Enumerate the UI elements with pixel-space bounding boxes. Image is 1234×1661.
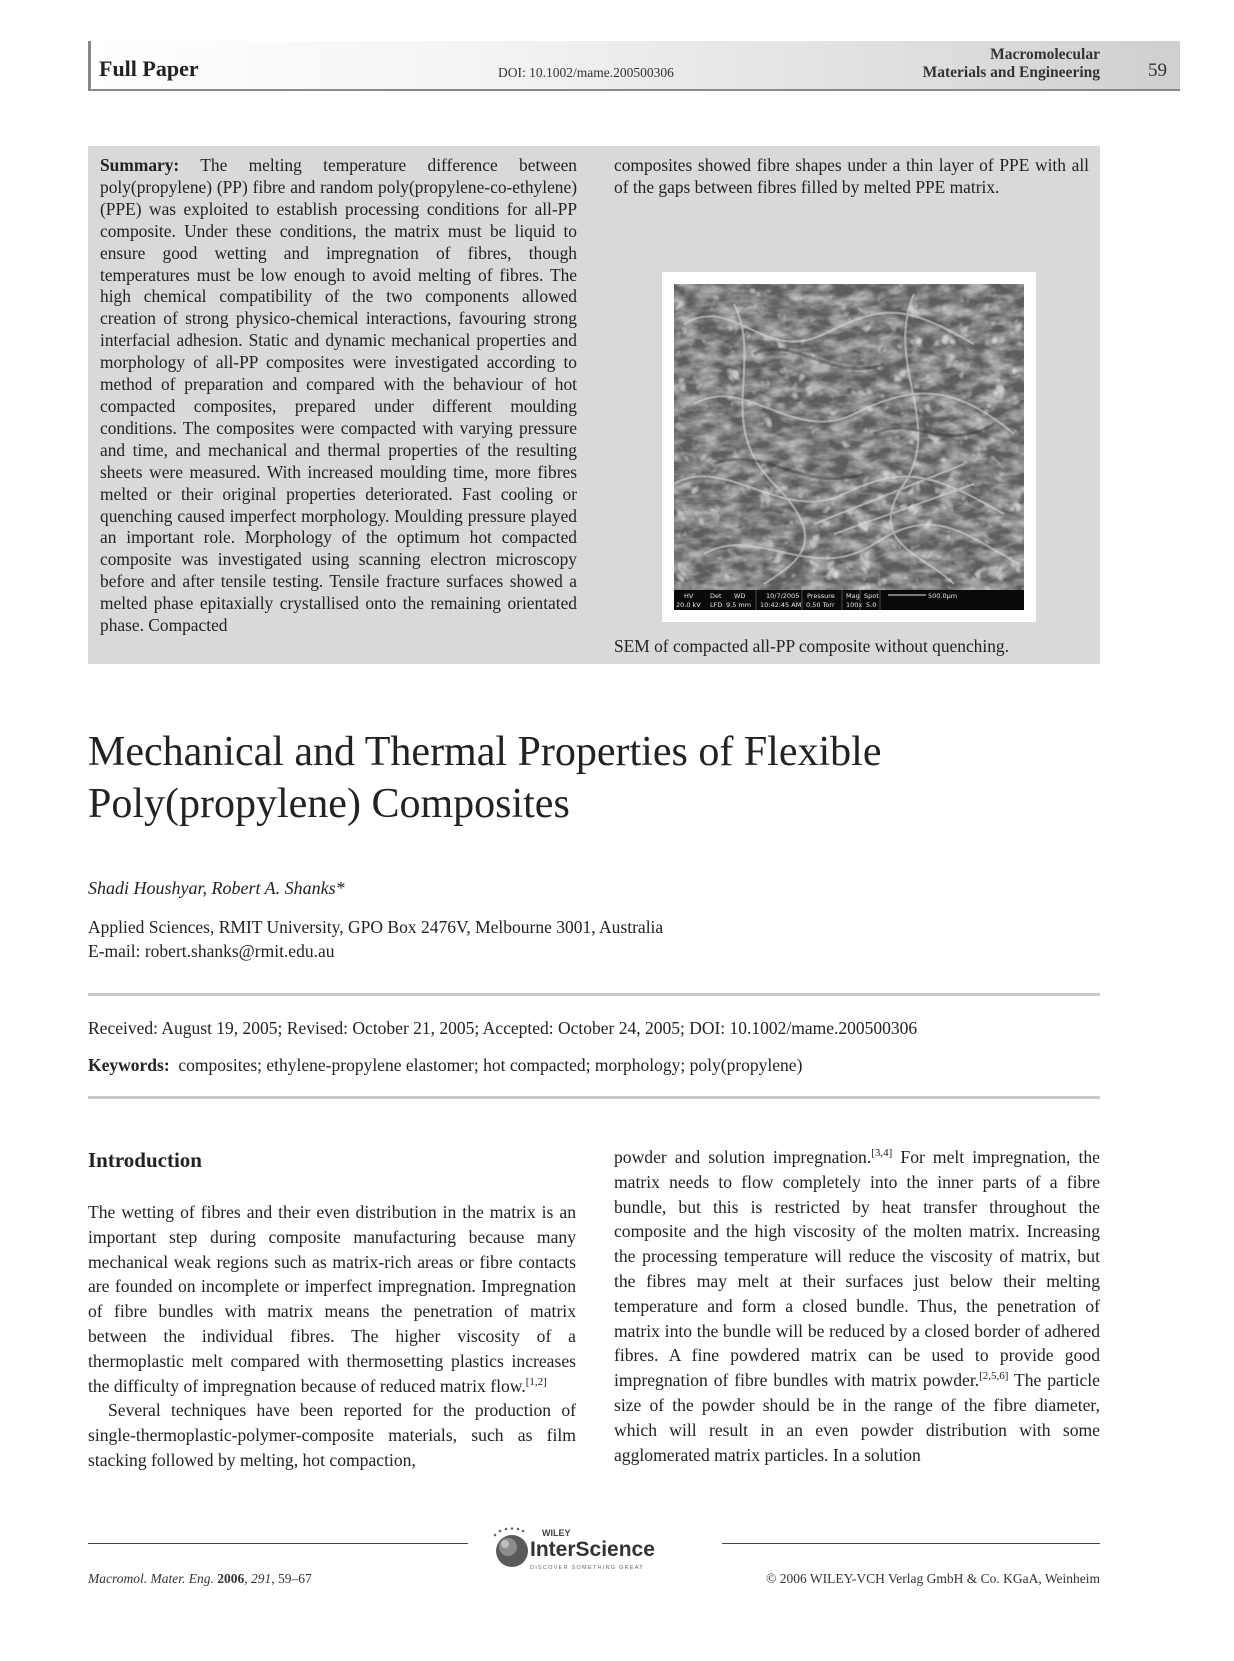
sem-databar-wd: WD (734, 592, 746, 600)
paragraph (88, 1200, 576, 1398)
keywords-label: Keywords: (88, 1055, 170, 1075)
wiley-interscience-logo (492, 1525, 702, 1573)
paragraph-text: powder and solution impregnation. (614, 1147, 872, 1167)
paragraph-text: The wetting of fibres and their even distribution in the matrix is an important step during composite manufacturing because many mechanical weak regions such as matrix-rich areas or fibre contacts are founded on incomplete or imperfect impregnation. Impregnation of fibre bundles with matrix means the penetration of matrix between the individual fibres. The higher viscosity of a thermoplastic melt compared with thermosetting plastics increases the difficulty of impregnation because of reduced matrix flow. (88, 1202, 576, 1396)
sem-scale-label: 500.0µm (928, 592, 958, 600)
sem-micrograph-image (674, 284, 1024, 610)
divider-rule-top (88, 993, 1100, 996)
logo-wiley-text: WILEY (542, 1528, 571, 1538)
keywords-line (88, 1055, 802, 1076)
footer-rule-right (722, 1543, 1100, 1544)
citation-ref: [3,4] (871, 1147, 893, 1159)
paragraph-text: The particle size of the powder should be in the range of the fibre diameter, which will result in an even powder distribution with some agglomerated matrix particles. In a solution (614, 1370, 1100, 1465)
summary-right-text: composites showed fibre shapes under a thin layer of PPE with all of the gaps between fibres filled by melted PPE matrix. (614, 155, 1089, 197)
body-column-right (614, 1145, 1100, 1467)
copyright-notice: © 2006 WILEY-VCH Verlag GmbH & Co. KGaA, Weinheim (766, 1571, 1100, 1586)
affiliation-block (88, 915, 663, 963)
sem-databar-mag: Mag (846, 592, 860, 600)
logo-tagline: DISCOVER SOMETHING GREAT (530, 1565, 644, 1571)
footer-rule-left (88, 1543, 468, 1544)
paragraph: Several techniques have been reported for the production of single-thermoplastic-polymer-composite materials, such as film stacking followed by melting, hot compaction, (88, 1400, 576, 1470)
citation-year: 2006 (217, 1571, 245, 1586)
sem-databar-pressure-value: 0.50 Torr (806, 601, 835, 609)
received-dates: Received: August 19, 2005; Revised: October 21, 2005; Accepted: October 24, 2005; DOI: 10.1002/mame.200500306 (88, 1018, 918, 1038)
sem-databar-hv: HV (684, 592, 694, 600)
body-column-left (88, 1200, 576, 1473)
page-number: 59 (1148, 60, 1167, 81)
logo-interscience-text: InterScience (530, 1538, 655, 1561)
sem-databar-wd-value: 9.5 mm (726, 601, 752, 609)
sem-databar-time: 10:42:45 AM (760, 601, 802, 609)
citation-pages: , 59–67 (271, 1571, 312, 1586)
affiliation: Applied Sciences, RMIT University, GPO Box 2476V, Melbourne 3001, Australia (88, 917, 664, 937)
journal-citation: Macromol. Mater. Eng. 2006, 291, 59–67 (88, 1571, 312, 1586)
citation-ref: [1,2] (525, 1375, 547, 1388)
figure-caption: SEM of compacted all-PP composite without quenching. (614, 636, 1009, 656)
keywords-list: composites; ethylene-propylene elastomer; hot compacted; morphology; poly(propylene) (178, 1055, 803, 1075)
paragraph-text: For melt impregnation, the matrix needs to flow completely into the inner parts of a fibre bundle, but this is restricted by heat transfer throughout the composite and the high viscosity of the molten matrix. Increasing the processing temperature will reduce the viscosity of matrix, but the fibres may melt at their surfaces just below their melting temperature and form a closed bundle. Thus, the penetration of matrix into the bundle will be reduced by a closed border of adhered fibres. A fine powdered matrix can be used to provide good impregnation of fibre bundles with matrix powder. (614, 1147, 1100, 1391)
summary-left-text: The melting temperature difference between poly(propylene) (PP) fibre and random poly(propylene-co-ethylene) (PPE) was exploited to establish processing conditions for all-PP composite. Under these conditions, the matrix must be liquid to ensure good wetting and impregnation of fibres, though temperatures must be low enough to avoid melting of fibres. The high chemical compatibility of the two components allowed creation of strong physico-chemical interactions, favouring strong interfacial adhesion. Static and dynamic mechanical properties and morphology of all-PP composites were investigated according to method of preparation and compared with the behaviour of hot compacted composites, prepared under different moulding conditions. The composites were compacted with varying pressure and time, and mechanical and thermal properties of the resulting sheets were measured. With increased moulding time, more fibres melted or their original properties deteriorated. Fast cooling or quenching caused imperfect morphology. Moulding pressure played an important role. Morphology of the optimum hot compacted composite was investigated using scanning electron microscopy before and after tensile testing. Tensile fracture surfaces showed a melted phase epitaxially crystallised onto the remaining orientated phase. Compacted (100, 155, 577, 636)
sem-databar-mag-value: 100x (846, 601, 863, 609)
article-title: Mechanical and Thermal Properties of Flexible Poly(propylene) Composites (88, 729, 882, 827)
header-doi: DOI: 10.1002/mame.200500306 (498, 65, 674, 80)
sem-databar-det-value: LFD (710, 601, 723, 609)
journal-name-line1: Macromolecular (990, 46, 1100, 63)
paragraph (614, 1145, 1100, 1467)
sem-databar-date: 10/7/2005 (766, 592, 800, 600)
citation-ref: [2,5,6] (979, 1370, 1009, 1383)
sem-databar-hv-value: 20.0 kV (676, 601, 701, 609)
section-heading: Introduction (88, 1148, 202, 1172)
journal-name-line2: Materials and Engineering (922, 64, 1100, 81)
section-label: Full Paper (99, 56, 199, 81)
author-list: Shadi Houshyar, Robert A. Shanks* (88, 878, 345, 898)
citation-volume: 291 (250, 1571, 272, 1586)
summary-label: Summary: (100, 155, 180, 175)
sem-databar-spot-value: 5.0 (866, 601, 877, 609)
summary-left-column (100, 155, 577, 637)
sem-databar-pressure: Pressure (807, 592, 835, 600)
citation-journal: Macromol. Mater. Eng. (88, 1571, 214, 1586)
divider-rule-bottom (88, 1096, 1100, 1099)
journal-name (780, 46, 1100, 82)
author-email: E-mail: robert.shanks@rmit.edu.au (88, 941, 335, 961)
sem-databar-spot: Spot (864, 592, 879, 600)
sem-databar-det: Det (710, 592, 722, 600)
